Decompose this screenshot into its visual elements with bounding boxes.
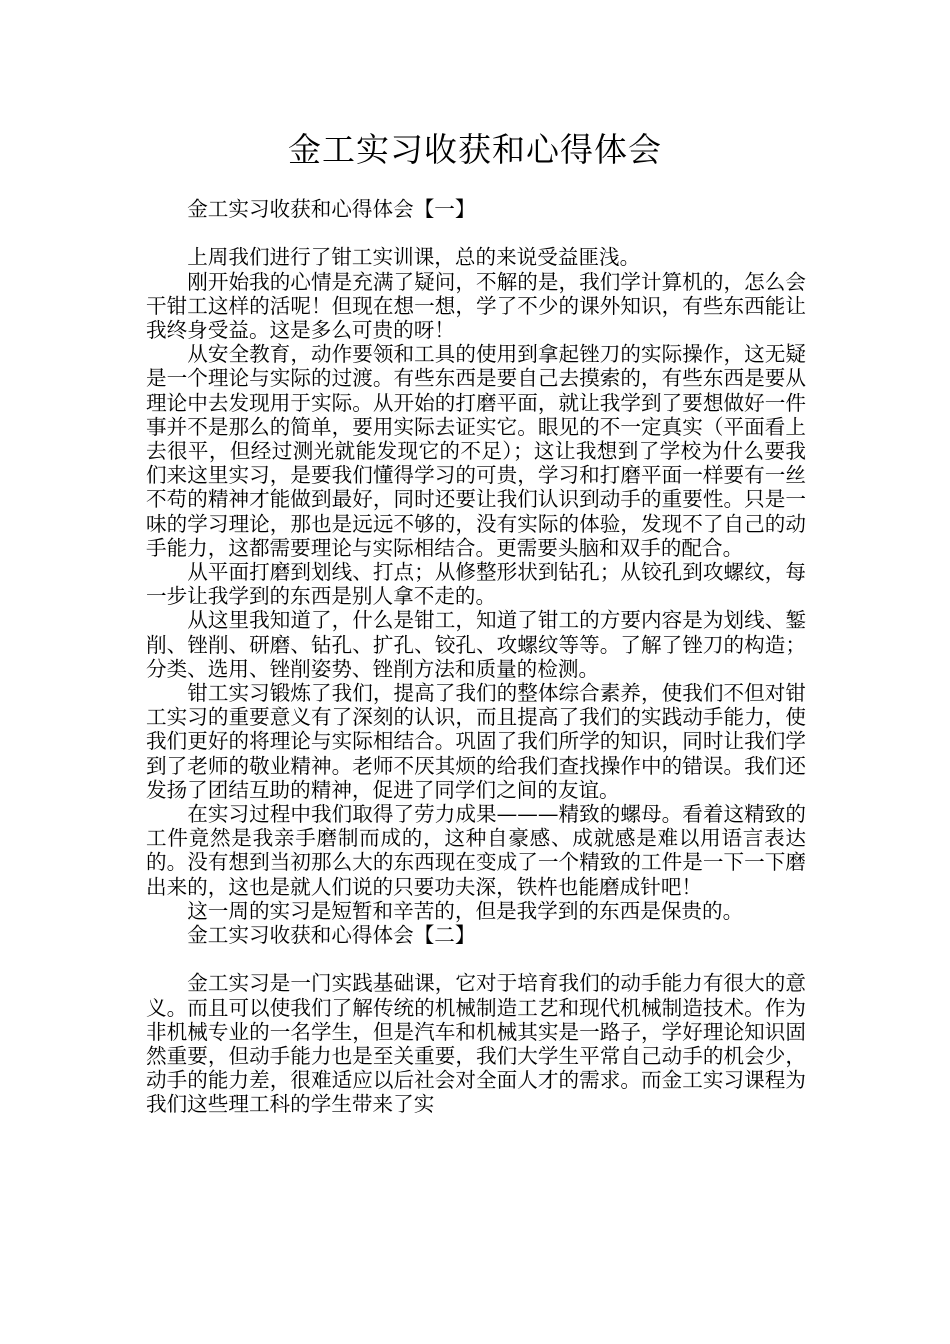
paragraph: 从平面打磨到划线、打点；从修整形状到钻孔；从铰孔到攻螺纹，每一步让我学到的东西是别人拿不走的。 bbox=[146, 560, 806, 609]
paragraph: 上周我们进行了钳工实训课，总的来说受益匪浅。 bbox=[187, 245, 641, 270]
section-heading: 金工实习收获和心得体会【二】 bbox=[187, 923, 476, 948]
document-title: 金工实习收获和心得体会 bbox=[288, 130, 662, 169]
paragraph: 这一周的实习是短暂和辛苦的，但是我学到的东西是保贵的。 bbox=[187, 898, 744, 923]
paragraph: 从这里我知道了，什么是钳工，知道了钳工的方要内容是为划线、錾削、锉削、研磨、钻孔、扩孔、铰孔、攻螺纹等等。了解了锉刀的构造；分类、选用、锉削姿势、锉削方法和质量的检测。 bbox=[146, 608, 806, 681]
paragraph: 金工实习是一门实践基础课，它对于培育我们的动手能力有很大的意义。而且可以使我们了解传统的机械制造工艺和现代机械制造技术。作为非机械专业的一名学生，但是汽车和机械其实是一路子，学好理论知识固然重要，但动手能力也是至关重要，我们大学生平常自己动手的机会少，动手的能力差，很难适应以后社会对全面人才的需求。而金工实习课程为我们这些理工科的学生带来了实 bbox=[146, 971, 806, 1117]
paragraph: 钳工实习锻炼了我们，提高了我们的整体综合素养，使我们不但对钳工实习的重要意义有了深刻的认识，而且提高了我们的实践动手能力，使我们更好的将理论与实际相结合。巩固了我们所学的知识，同时让我们学到了老师的敬业精神。老师不厌其烦的给我们查找操作中的错误。我们还发扬了团结互助的精神，促进了同学们之间的友谊。 bbox=[146, 681, 806, 802]
section-heading: 金工实习收获和心得体会【一】 bbox=[187, 197, 476, 221]
paragraph: 从安全教育，动作要领和工具的使用到拿起锉刀的实际操作，这无疑是一个理论与实际的过渡。有些东西是要自己去摸索的，有些东西是要从理论中去发现用于实际。从开始的打磨平面，就让我学到了要想做好一件事并不是那么的简单，要用实际去证实它。眼见的不一定真实（平面看上去很平，但经过测光就能发现它的不足）；这让我想到了学校为什么要我们来这里实习，是要我们懂得学习的可贵，学习和打磨平面一样要有一丝不苟的精神才能做到最好，同时还要让我们认识到动手的重要性。只是一味的学习理论，那也是远远不够的，没有实际的体验，发现不了自己的动手能力，这都需要理论与实际相结合。更需要头脑和双手的配合。 bbox=[146, 342, 806, 560]
paragraph: 在实习过程中我们取得了劳力成果———精致的螺母。看着这精致的工件竟然是我亲手磨制而成的，这种自豪感、成就感是难以用语言表达的。没有想到当初那么大的东西现在变成了一个精致的工件是一下一下磨出来的，这也是就人们说的只要功夫深，铁杵也能磨成针吧！ bbox=[146, 802, 806, 899]
paragraph: 刚开始我的心情是充满了疑问，不解的是，我们学计算机的，怎么会干钳工这样的活呢！但现在想一想，学了不少的课外知识，有些东西能让我终身受益。这是多么可贵的呀！ bbox=[146, 269, 806, 342]
document-body bbox=[146, 197, 806, 1117]
